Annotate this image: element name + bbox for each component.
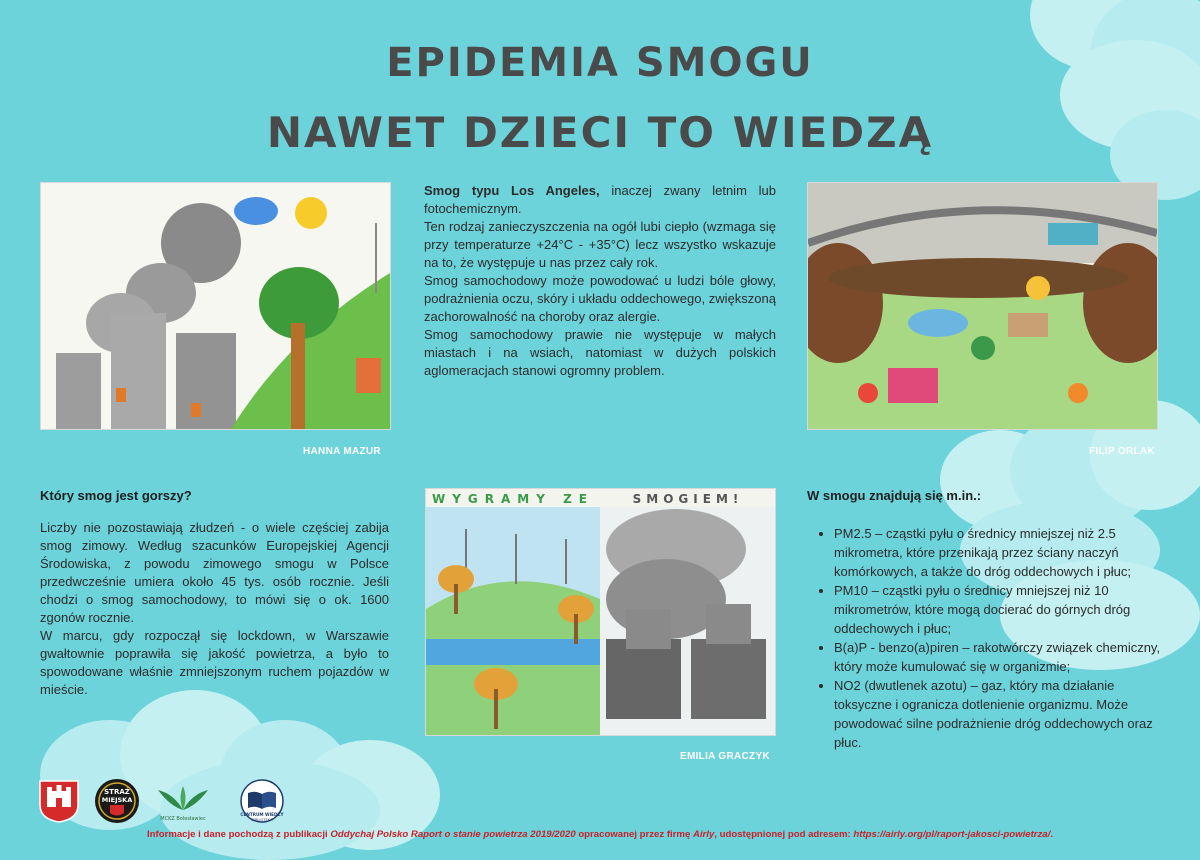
- worse-smog-heading: Który smog jest gorszy?: [40, 488, 192, 503]
- worse-smog-paragraph-2: W marcu, gdy rozpoczął się lockdown, w Warszawie gwałtownie poprawiła się jakość powietrza, a było to spowodowane właśnie zmniejszonym ruchem pojazdów w mieście.: [40, 628, 389, 697]
- mckz-logo: [150, 784, 216, 824]
- smog-la-lead-bold: Smog typu Los Angeles,: [424, 183, 600, 198]
- smog-contents-item-pm25: • PM2.5 – cząstki pyłu o średnicy mniejszej niż 2.5 mikrometra, które przenikają przez ściany naczyń komórkowych, a także do dróg oddechowych i płuc;: [834, 524, 1164, 581]
- banner-right: SMOGIEM!: [632, 492, 744, 506]
- smog-la-paragraph-4: Smog samochodowy prawie nie występuje w małych miastach i na wsiach, natomiast w dużych polskich aglomeracjach stanowi ogromny problem.: [424, 327, 776, 378]
- footer-url-link[interactable]: https://airly.org/pl/raport-jakosci-powietrza/: [853, 829, 1051, 840]
- worse-smog-text: [40, 519, 389, 699]
- artwork-credit-hanna-mazur: HANNA MAZUR: [303, 446, 381, 457]
- footer-text-4: .: [1050, 829, 1053, 840]
- artwork-filip-orlak: [807, 182, 1158, 430]
- smog-contents-item-bap: • B(a)P - benzo(a)piren – rakotwórczy związek chemiczny, który może kumulować się w organizmie;: [834, 638, 1164, 676]
- footer-company: Airly: [692, 829, 715, 840]
- centrum-wiedzy-library-logo: [236, 779, 288, 827]
- source-footer: [0, 829, 1200, 840]
- artwork-emilia-graczyk: [425, 488, 776, 736]
- page-title-line1: EPIDEMIA SMOGU: [386, 40, 814, 86]
- straz-line2: MIEJSKA: [101, 796, 133, 804]
- smog-contents-item-no2: • NO2 (dwutlenek azotu) – gaz, który ma działanie toksyczne i ogranicza dotlenienie organizmu. Może powodować silne podrażnienie dróg oddechowych oraz płuc.: [834, 676, 1164, 752]
- smog-la-paragraph-3: Smog samochodowy może powodować u ludzi bóle głowy, podrażnienia oczu, skóry i układu oddechowego, zwiększoną zachorowalność na choroby oraz alergie.: [424, 273, 776, 324]
- mckz-caption: MCKZ Bolesławiec: [160, 816, 206, 822]
- artwork-hanna-mazur: [40, 182, 391, 430]
- footer-publication: Oddychaj Polsko Raport o stanie powietrza 2019/2020: [330, 829, 576, 840]
- smog-contents-item-pm10: • PM10 – cząstki pyłu o średnicy mniejszej niż 10 mikrometrów, które mogą docierać do górnych dróg oddechowych i płuc;: [834, 581, 1164, 638]
- worse-smog-paragraph-1: Liczby nie pozostawiają złudzeń - o wiele częściej zabija smog zimowy. Według szacunków Europejskiej Agencji Środowiska, z powodu zimowego smogu w Polsce przedwcześnie umiera około 45 tys. osób rocznie. Jeśli chodzi o smog samochodowy, to mówi się o ok. 1600 zgonów rocznie.: [40, 520, 389, 625]
- straz-line1: STRAŻ: [104, 788, 130, 796]
- footer-text-3: , udostępnionej pod adresem:: [714, 829, 854, 840]
- city-coat-of-arms-logo: [38, 779, 80, 823]
- smog-la-paragraph-2: Ten rodzaj zanieczyszczenia na ogół lubi ciepło (wzmaga się przy temperaturze +24°C - +35°C) lecz wszystko wskazuje na to, że występuje u nas przez cały rok.: [424, 219, 776, 270]
- library-line1: CENTRUM WIEDZY: [240, 812, 284, 817]
- footer-text-2: opracowanej przez firmę: [575, 829, 693, 840]
- footer-text-1: Informacje i dane pochodzą z publikacji: [147, 829, 331, 840]
- banner-left: WYGRAMY ZE: [431, 492, 595, 506]
- smog-contents-heading: W smogu znajdują się m.in.:: [807, 488, 982, 503]
- smog-la-lead-rest: inaczej zwany letnim lub fotochemicznym.: [424, 183, 776, 216]
- artwork-credit-filip-orlak: FILIP ORLAK: [1089, 446, 1155, 457]
- straz-miejska-logo: [94, 778, 140, 824]
- artwork-credit-emilia-graczyk: EMILIA GRACZYK: [680, 751, 770, 762]
- library-line2: BIBLIOTEKA: [251, 818, 273, 822]
- smog-la-lead: [424, 182, 776, 218]
- smog-la-text: [424, 182, 776, 380]
- page-title-line2: NAWET DZIECI TO WIEDZĄ: [266, 108, 934, 157]
- smog-contents-list: [816, 524, 1164, 752]
